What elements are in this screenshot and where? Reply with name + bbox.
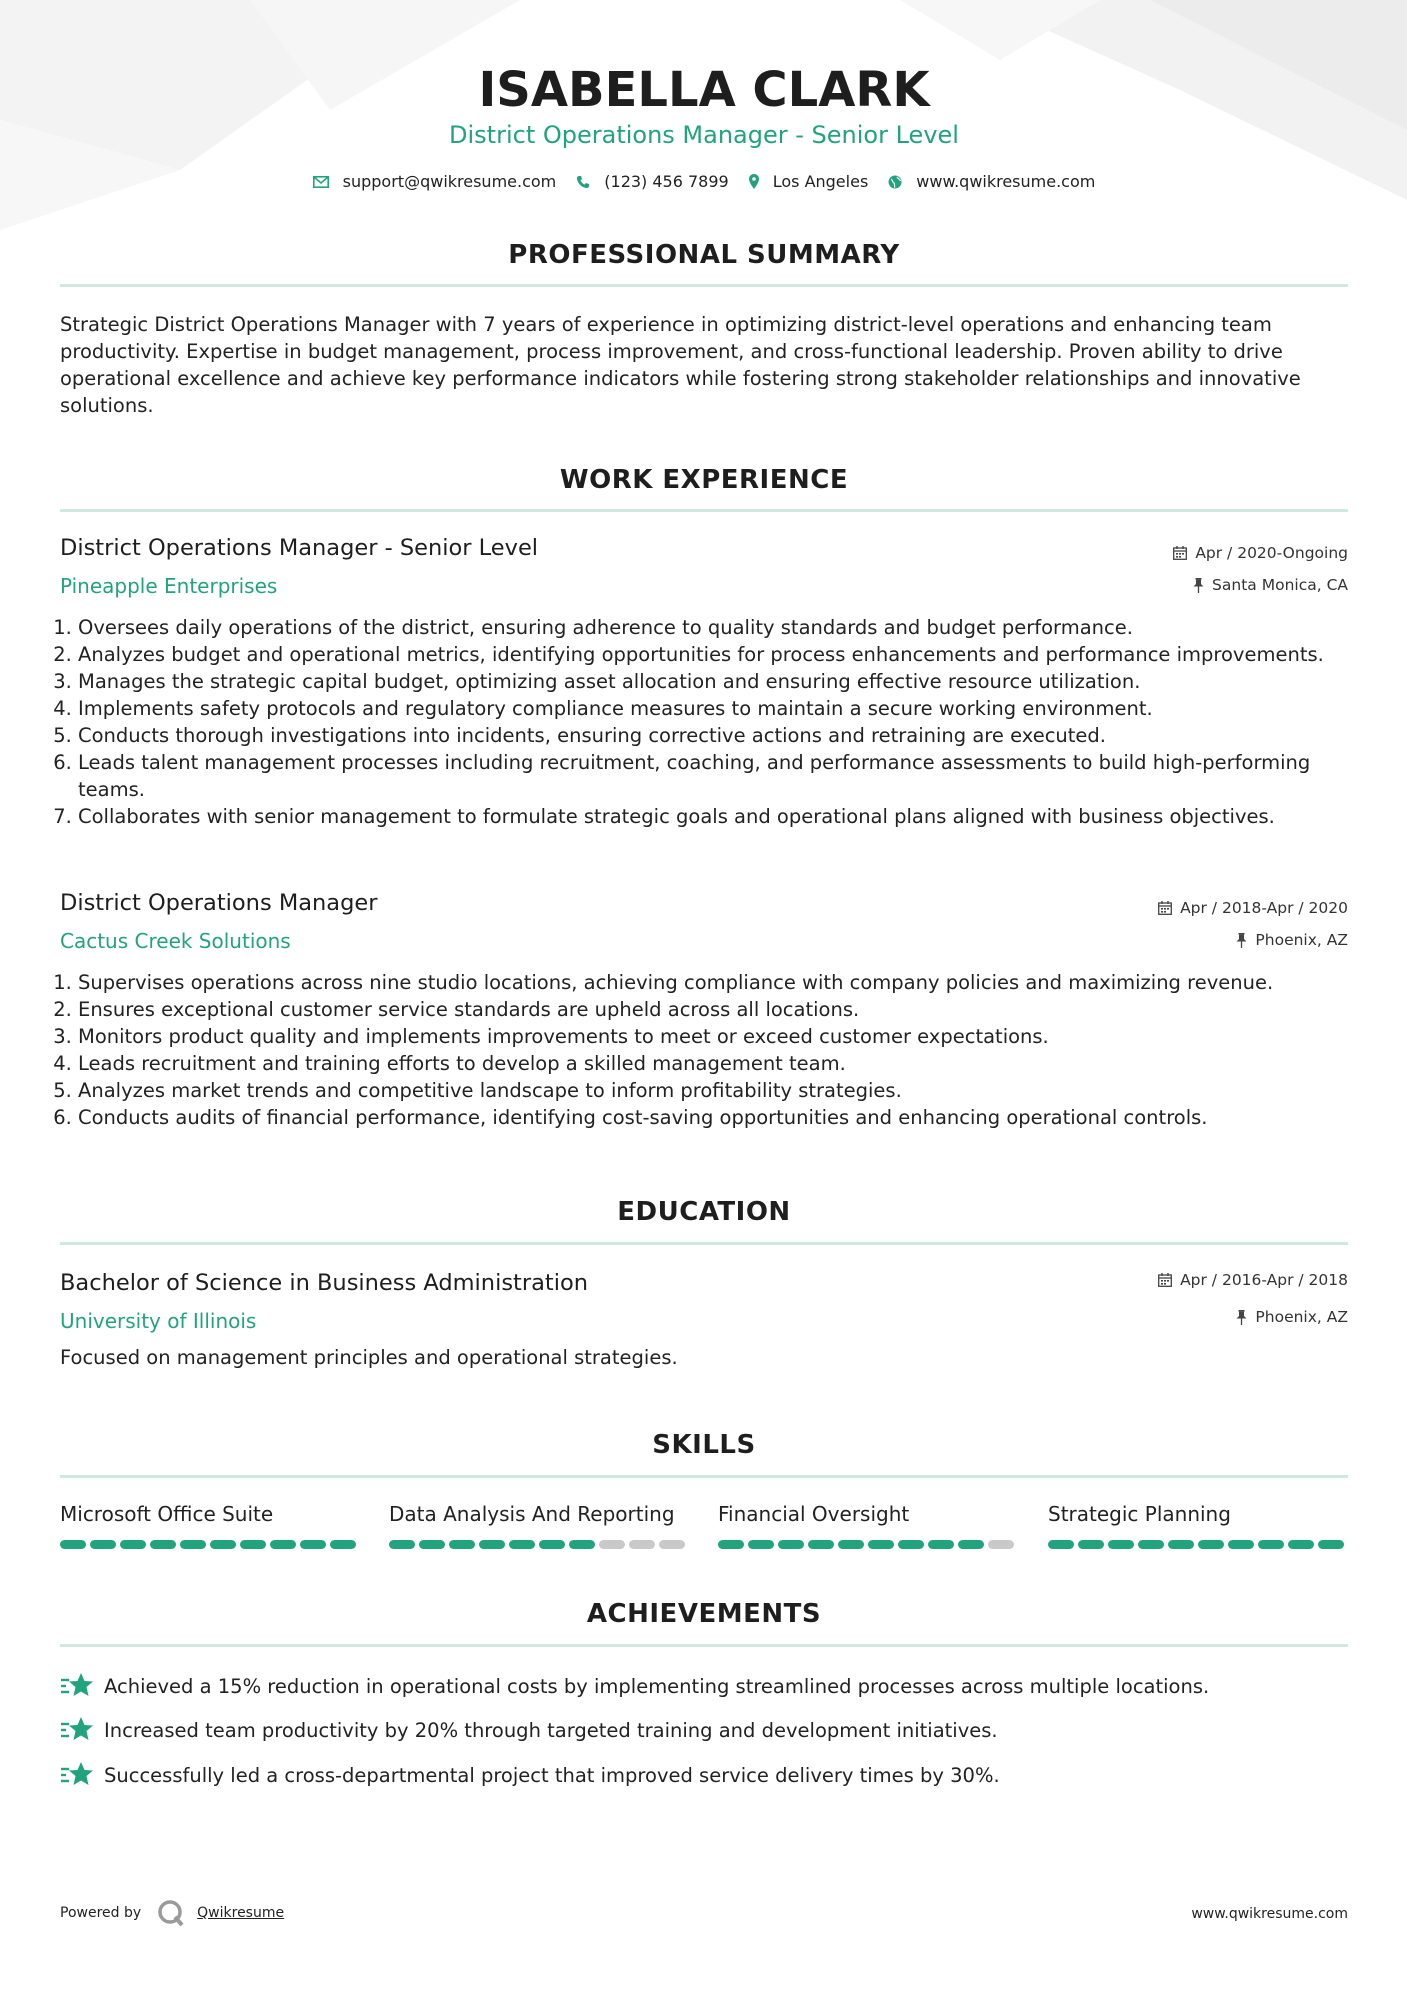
skill-dot-filled	[718, 1540, 744, 1549]
school-name: University of Illinois	[60, 1309, 257, 1333]
skill-dot-filled	[389, 1540, 415, 1549]
contact-email[interactable]	[313, 172, 557, 191]
skill-dot-empty	[599, 1540, 625, 1549]
skill-name: Strategic Planning	[1048, 1502, 1231, 1526]
duty-item: 1. Supervises operations across nine studio locations, achieving compliance with company policies and maximizing revenue.	[78, 969, 1366, 996]
achievement-item	[60, 1760, 1000, 1790]
contact-email-text: support@qwikresume.com	[342, 172, 557, 191]
candidate-title: District Operations Manager - Senior Level	[449, 121, 959, 149]
skill-dot-filled	[958, 1540, 984, 1549]
skill-dot-filled	[180, 1540, 206, 1549]
job-title: District Operations Manager	[60, 890, 378, 916]
skill-level-meter	[389, 1540, 689, 1549]
duty-item: 7. Collaborates with senior management to formulate strategic goals and operational plans aligned with business objectives.	[78, 803, 1366, 830]
skill-name: Data Analysis And Reporting	[389, 1502, 675, 1526]
skill-dot-filled	[1108, 1540, 1134, 1549]
education-location	[1236, 1308, 1348, 1326]
skill-dot-filled	[479, 1540, 505, 1549]
skill-dot-filled	[240, 1540, 266, 1549]
star-icon	[60, 1760, 94, 1790]
skill-dot-filled	[1168, 1540, 1194, 1549]
duty-item: 3. Manages the strategic capital budget, optimizing asset allocation and ensuring effective resource utilization.	[78, 668, 1366, 695]
skill-name: Microsoft Office Suite	[60, 1502, 274, 1526]
skill-dot-filled	[1228, 1540, 1254, 1549]
skill-dot-filled	[300, 1540, 326, 1549]
achievements-divider	[60, 1644, 1348, 1647]
duty-item: 2. Ensures exceptional customer service standards are upheld across all locations.	[78, 996, 1366, 1023]
skill-dot-empty	[629, 1540, 655, 1549]
globe-icon	[888, 175, 902, 189]
achievement-item	[60, 1671, 1209, 1701]
skill-dot-filled	[120, 1540, 146, 1549]
skill-dot-filled	[90, 1540, 116, 1549]
skill-dot-filled	[838, 1540, 864, 1549]
skill-dot-filled	[270, 1540, 296, 1549]
skill-dot-filled	[1258, 1540, 1284, 1549]
skill-name: Financial Oversight	[718, 1502, 910, 1526]
summary-divider	[60, 284, 1348, 287]
education-dates	[1158, 1271, 1348, 1289]
contact-location-text: Los Angeles	[772, 172, 869, 191]
candidate-name: ISABELLA CLARK	[478, 62, 930, 118]
achievement-item	[60, 1715, 998, 1745]
skills-heading: SKILLS	[652, 1430, 756, 1460]
calendar-icon	[1158, 901, 1172, 915]
skill-dot-filled	[419, 1540, 445, 1549]
job-dates-text: Apr / 2020-Ongoing	[1195, 544, 1348, 562]
duty-item: 4. Implements safety protocols and regulatory compliance measures to maintain a secure working environment.	[78, 695, 1366, 722]
experience-divider	[60, 509, 1348, 512]
pushpin-icon	[1236, 1310, 1247, 1325]
skill-dot-filled	[1318, 1540, 1344, 1549]
powered-by-label: Powered by	[60, 1905, 142, 1921]
education-divider	[60, 1242, 1348, 1245]
contact-phone[interactable]	[576, 172, 728, 191]
skill-dot-filled	[1138, 1540, 1164, 1549]
job-dates	[1173, 544, 1348, 562]
skill-item	[389, 1502, 689, 1549]
skill-dot-filled	[778, 1540, 804, 1549]
contact-bar	[60, 172, 1348, 191]
duty-item: 4. Leads recruitment and training efforts to develop a skilled management team.	[78, 1050, 1366, 1077]
contact-website[interactable]	[888, 172, 1095, 191]
job-dates-text: Apr / 2018-Apr / 2020	[1180, 899, 1348, 917]
achievement-text: Increased team productivity by 20% through targeted training and development initiatives.	[104, 1718, 998, 1742]
skills-divider	[60, 1475, 1348, 1478]
skill-item	[1048, 1502, 1348, 1549]
skill-level-meter	[60, 1540, 360, 1549]
skill-dot-filled	[539, 1540, 565, 1549]
skill-dot-filled	[509, 1540, 535, 1549]
skill-dot-filled	[898, 1540, 924, 1549]
duty-item: 5. Analyzes market trends and competitive landscape to inform profitability strategies.	[78, 1077, 1366, 1104]
skill-item	[718, 1502, 1018, 1549]
footer-website[interactable]: www.qwikresume.com	[1191, 1906, 1348, 1922]
pushpin-icon	[1193, 578, 1204, 593]
job-title: District Operations Manager - Senior Level	[60, 535, 539, 561]
duty-item: 2. Analyzes budget and operational metrics, identifying opportunities for process enhancements and performance improvements.	[78, 641, 1366, 668]
duty-item: 3. Monitors product quality and implements improvements to meet or exceed customer expectations.	[78, 1023, 1366, 1050]
phone-icon	[576, 175, 590, 189]
summary-heading: PROFESSIONAL SUMMARY	[508, 240, 900, 270]
skill-dot-filled	[1288, 1540, 1314, 1549]
education-location-text: Phoenix, AZ	[1255, 1308, 1348, 1326]
skill-dot-filled	[150, 1540, 176, 1549]
degree-title: Bachelor of Science in Business Administration	[60, 1270, 589, 1296]
job-location-text: Phoenix, AZ	[1255, 931, 1348, 949]
contact-location	[749, 172, 869, 191]
skill-dot-filled	[1048, 1540, 1074, 1549]
calendar-icon	[1173, 546, 1187, 560]
skill-dot-empty	[659, 1540, 685, 1549]
skill-dot-filled	[1078, 1540, 1104, 1549]
star-icon	[60, 1671, 94, 1701]
skill-dot-filled	[748, 1540, 774, 1549]
skill-dot-filled	[1198, 1540, 1224, 1549]
skill-level-meter	[1048, 1540, 1348, 1549]
achievement-text: Successfully led a cross-departmental project that improved service delivery times by 30%.	[104, 1763, 1000, 1787]
footer-branding	[60, 1899, 284, 1927]
duty-item: 5. Conducts thorough investigations into incidents, ensuring corrective actions and retraining are executed.	[78, 722, 1366, 749]
achievements-heading: ACHIEVEMENTS	[586, 1599, 822, 1629]
calendar-icon	[1158, 1273, 1172, 1287]
skill-dot-filled	[868, 1540, 894, 1549]
pushpin-icon	[1236, 933, 1247, 948]
star-icon	[60, 1715, 94, 1745]
job-duties-list	[60, 969, 1366, 1131]
summary-text: Strategic District Operations Manager with 7 years of experience in optimizing district-level operations and enhancing team productivity. Expertise in budget management, process improvement, and cross-functional leadership. Proven ability to drive operational excellence and achieve key performance indicators while fostering strong stakeholder relationships and innovative solutions.	[60, 313, 1301, 417]
skill-dot-filled	[808, 1540, 834, 1549]
achievement-text: Achieved a 15% reduction in operational costs by implementing streamlined processes across multiple locations.	[104, 1674, 1210, 1698]
job-location	[1236, 931, 1348, 949]
job-location	[1193, 576, 1348, 594]
contact-website-text: www.qwikresume.com	[916, 172, 1096, 191]
company-name: Pineapple Enterprises	[60, 574, 278, 598]
skill-dot-filled	[449, 1540, 475, 1549]
education-heading: EDUCATION	[617, 1197, 791, 1227]
duty-item: 1. Oversees daily operations of the district, ensuring adherence to quality standards and budget performance.	[78, 614, 1366, 641]
skill-dot-filled	[210, 1540, 236, 1549]
skill-dot-filled	[330, 1540, 356, 1549]
skill-dot-empty	[988, 1540, 1014, 1549]
skill-level-meter	[718, 1540, 1018, 1549]
job-duties-list	[60, 614, 1366, 830]
skill-dot-filled	[60, 1540, 86, 1549]
skill-dot-filled	[928, 1540, 954, 1549]
duty-item: 6. Leads talent management processes including recruitment, coaching, and performance assessments to build high-performing teams.	[78, 749, 1366, 803]
experience-heading: WORK EXPERIENCE	[559, 465, 849, 495]
envelope-icon	[313, 176, 329, 188]
job-dates	[1158, 899, 1348, 917]
qwikresume-link[interactable]: Qwikresume	[197, 1905, 285, 1921]
company-name: Cactus Creek Solutions	[60, 929, 291, 953]
contact-phone-text: (123) 456 7899	[604, 172, 729, 191]
education-dates-text: Apr / 2016-Apr / 2018	[1180, 1271, 1348, 1289]
skill-dot-filled	[569, 1540, 595, 1549]
education-description: Focused on management principles and operational strategies.	[60, 1346, 678, 1369]
map-pin-icon	[749, 174, 759, 189]
job-location-text: Santa Monica, CA	[1212, 576, 1348, 594]
skill-item	[60, 1502, 360, 1549]
qwikresume-logo-icon	[157, 1899, 185, 1927]
duty-item: 6. Conducts audits of financial performance, identifying cost-saving opportunities and enhancing operational controls.	[78, 1104, 1366, 1131]
